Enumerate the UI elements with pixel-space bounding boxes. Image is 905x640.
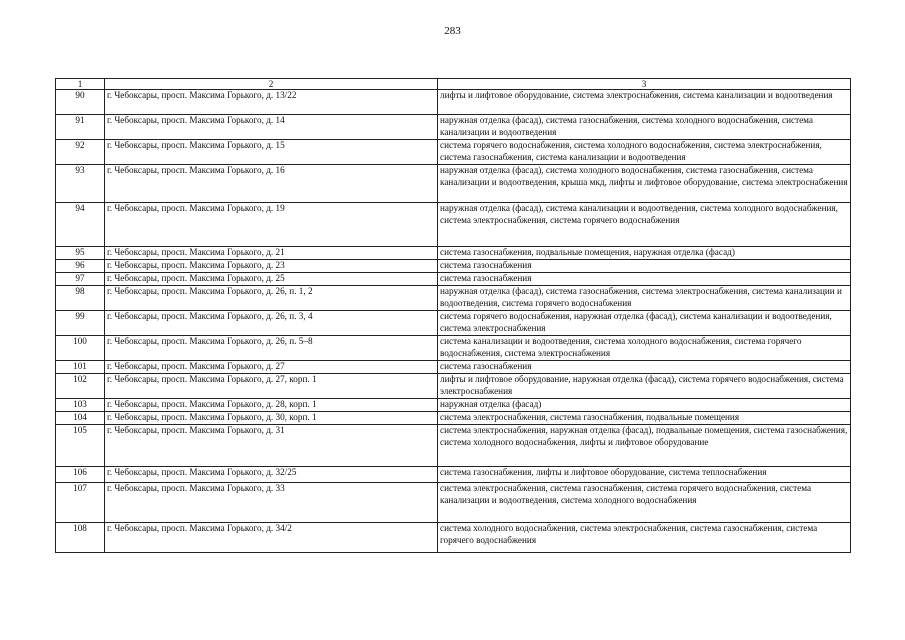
row-systems: система канализации и водоотведения, система холодного водоснабжения, система горячего водоснабжения, система электроснабжения: [438, 336, 851, 361]
table-row: [56, 483, 851, 523]
row-number: 90: [56, 90, 105, 115]
row-number: 99: [56, 311, 105, 336]
row-number: 94: [56, 203, 105, 247]
row-number: 107: [56, 483, 105, 523]
page-number: 283: [444, 25, 461, 37]
row-address: г. Чебоксары, просп. Максима Горького, д. 19: [105, 203, 438, 247]
table-row: [56, 412, 851, 425]
row-systems: система электроснабжения, система газоснабжения, система горячего водоснабжения, система канализации и водоотведения, система холодного водоснабжения: [438, 483, 851, 523]
table-row: [56, 90, 851, 115]
row-address: г. Чебоксары, просп. Максима Горького, д. 23: [105, 260, 438, 273]
row-address: г. Чебоксары, просп. Максима Горького, д. 30, корп. 1: [105, 412, 438, 425]
row-systems: система газоснабжения: [438, 260, 851, 273]
row-number: 96: [56, 260, 105, 273]
row-systems: система горячего водоснабжения, наружная отделка (фасад), система канализации и водоотведения, система электроснабжения: [438, 311, 851, 336]
row-number: 103: [56, 399, 105, 412]
row-number: 105: [56, 425, 105, 467]
row-systems: наружная отделка (фасад): [438, 399, 851, 412]
row-number: 101: [56, 361, 105, 374]
table-row: [56, 140, 851, 165]
row-address: г. Чебоксары, просп. Максима Горького, д. 26, п. 5–8: [105, 336, 438, 361]
column-header-systems: 3: [438, 79, 851, 90]
row-systems: наружная отделка (фасад), система газоснабжения, система электроснабжения, система канализации и водоотведения, система горячего водоснабжения: [438, 286, 851, 311]
row-number: 93: [56, 165, 105, 203]
row-address: г. Чебоксары, просп. Максима Горького, д. 31: [105, 425, 438, 467]
row-address: г. Чебоксары, просп. Максима Горького, д. 28, корп. 1: [105, 399, 438, 412]
table-row: [56, 247, 851, 260]
table-row: [56, 425, 851, 467]
row-number: 91: [56, 115, 105, 140]
row-systems: система горячего водоснабжения, система холодного водоснабжения, система электроснабжения, система газоснабжения, система канализации и водоотведения: [438, 140, 851, 165]
row-address: г. Чебоксары, просп. Максима Горького, д. 14: [105, 115, 438, 140]
row-address: г. Чебоксары, просп. Максима Горького, д. 16: [105, 165, 438, 203]
row-address: г. Чебоксары, просп. Максима Горького, д. 32/25: [105, 467, 438, 483]
table-row: [56, 203, 851, 247]
row-number: 100: [56, 336, 105, 361]
row-systems: наружная отделка (фасад), система газоснабжения, система холодного водоснабжения, система канализации и водоотведения: [438, 115, 851, 140]
row-number: 102: [56, 374, 105, 399]
row-number: 104: [56, 412, 105, 425]
table-row: [56, 311, 851, 336]
row-systems: наружная отделка (фасад), система холодного водоснабжения, система газоснабжения, система канализации и водоотведения, крыша мкд, лифты и лифтовое оборудование, система электроснабжения: [438, 165, 851, 203]
row-systems: система газоснабжения, лифты и лифтовое оборудование, система теплоснабжения: [438, 467, 851, 483]
row-number: 106: [56, 467, 105, 483]
row-systems: система электроснабжения, наружная отделка (фасад), подвальные помещения, система газоснабжения, система холодного водоснабжения, лифты и лифтовое оборудование: [438, 425, 851, 467]
table-row: [56, 399, 851, 412]
table-row: [56, 165, 851, 203]
table-row: [56, 286, 851, 311]
table-row: [56, 273, 851, 286]
row-address: г. Чебоксары, просп. Максима Горького, д. 25: [105, 273, 438, 286]
row-systems: наружная отделка (фасад), система канализации и водоотведения, система холодного водоснабжения, система электроснабжения, система горячего водоснабжения: [438, 203, 851, 247]
housing-registry-table: [55, 78, 851, 553]
row-address: г. Чебоксары, просп. Максима Горького, д. 26, п. 3, 4: [105, 311, 438, 336]
row-systems: система газоснабжения, подвальные помещения, наружная отделка (фасад): [438, 247, 851, 260]
table-row: [56, 260, 851, 273]
row-address: г. Чебоксары, просп. Максима Горького, д. 13/22: [105, 90, 438, 115]
row-address: г. Чебоксары, просп. Максима Горького, д. 21: [105, 247, 438, 260]
row-systems: лифты и лифтовое оборудование, система электроснабжения, система канализации и водоотведения: [438, 90, 851, 115]
row-address: г. Чебоксары, просп. Максима Горького, д. 27, корп. 1: [105, 374, 438, 399]
row-number: 97: [56, 273, 105, 286]
table-row: [56, 361, 851, 374]
row-systems: лифты и лифтовое оборудование, наружная отделка (фасад), система горячего водоснабжения, система электроснабжения: [438, 374, 851, 399]
row-address: г. Чебоксары, просп. Максима Горького, д. 26, п. 1, 2: [105, 286, 438, 311]
row-systems: система газоснабжения: [438, 361, 851, 374]
row-number: 98: [56, 286, 105, 311]
row-systems: система электроснабжения, система газоснабжения, подвальные помещения: [438, 412, 851, 425]
row-address: г. Чебоксары, просп. Максима Горького, д. 27: [105, 361, 438, 374]
row-number: 108: [56, 523, 105, 553]
table-row: [56, 467, 851, 483]
table-row: [56, 523, 851, 553]
table-row: [56, 336, 851, 361]
row-systems: система газоснабжения: [438, 273, 851, 286]
table-header-row: [56, 79, 851, 90]
row-address: г. Чебоксары, просп. Максима Горького, д. 33: [105, 483, 438, 523]
row-systems: система холодного водоснабжения, система электроснабжения, система газоснабжения, система горячего водоснабжения: [438, 523, 851, 553]
row-address: г. Чебоксары, просп. Максима Горького, д. 34/2: [105, 523, 438, 553]
row-address: г. Чебоксары, просп. Максима Горького, д. 15: [105, 140, 438, 165]
table-row: [56, 374, 851, 399]
row-number: 92: [56, 140, 105, 165]
column-header-address: 2: [105, 79, 438, 90]
column-header-number: 1: [56, 79, 105, 90]
row-number: 95: [56, 247, 105, 260]
table-row: [56, 115, 851, 140]
